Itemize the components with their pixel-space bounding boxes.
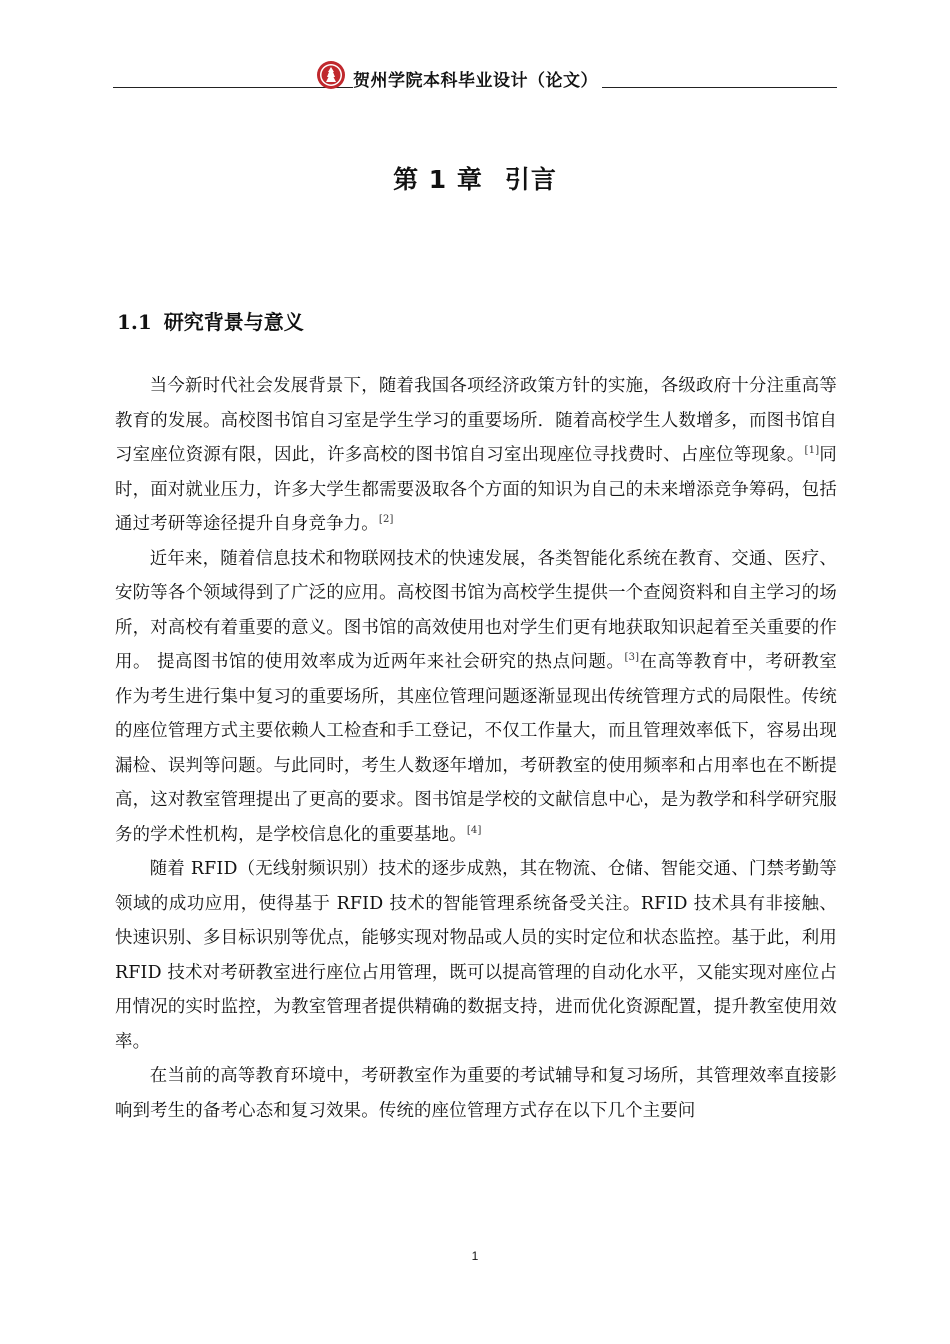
paragraph-text: 当今新时代社会发展背景下，随着我国各项经济政策方针的实施，各级政府十分注重高等教育的发展。高校图书馆自习室是学生学习的重要场所．随着高校学生人数增多，而图书馆自习室座位资源有限，因此，许多高校的图书馆自习室出现座位寻找费时、占座位等现象。 [115,376,837,465]
chapter-title: 引言 [504,165,557,194]
paragraph-text: 在高等教育中，考研教室作为考生进行集中复习的重要场所，其座位管理问题逐渐显现出传统管理方式的局限性。传统的座位管理方式主要依赖人工检查和手工登记，不仅工作量大，而且管理效率低下，容易出现漏检、误判等问题。与此同时，考生人数逐年增加，考研教室的使用频率和占用率也在不断提高，这对教室管理提出了更高的要求。图书馆是学校的文献信息中心，是为教学和科学研究服务的学术性机构，是学校信息化的重要基地。 [115,652,837,845]
chapter-number: 第 1 章 [393,165,483,194]
paragraph [115,1059,837,1128]
paragraph-text: 随着 RFID（无线射频识别）技术的逐步成熟，其在物流、仓储、智能交通、门禁考勤等领域的成功应用，使得基于 RFID 技术的智能管理系统备受关注。RFID 技术具有非接触、快速识别、多目标识别等优点，能够实现对物品或人员的实时定位和状态监控。基于此，利用 RFID 技术对考研教室进行座位占用管理，既可以提高管理的自动化水平，又能实现对座位占用情况的实时监控，为教室管理者提供精确的数据支持，进而优化资源配置，提升教室使用效率。 [115,859,837,1052]
chapter-heading [0,160,950,196]
paragraph-text: 同时，面对就业压力，许多大学生都需要汲取各个方面的知识为自己的未来增添竞争筹码，包括通过考研等途径提升自身竞争力。 [115,445,837,534]
paragraph [115,369,837,542]
section-title: 研究背景与意义 [163,310,304,334]
citation-ref: [2] [378,514,394,525]
citation-ref: [3] [624,652,640,663]
citation-ref: [4] [466,824,482,836]
section-heading [117,306,304,335]
paragraph-text: 近年来，随着信息技术和物联网技术的快速发展，各类智能化系统在教育、交通、医疗、安防等各个领域得到了广泛的应用。高校图书馆为高校学生提供一个查阅资料和自主学习的场所，对高校有着重要的意义。图书馆的高效使用也对学生们更有地获取知识起着至关重要的作用。 提高图书馆的使用效率成为近两年来社会研究的热点问题。 [115,548,837,672]
paragraph [115,542,837,853]
university-seal-icon [316,60,346,90]
page-header [113,58,837,90]
paragraph [115,852,837,1059]
page-number: 1 [471,1249,479,1263]
header-title: 贺州学院本科毕业设计（论文） [353,66,602,91]
citation-ref: [1] [804,445,820,456]
body-text [115,369,837,1128]
section-number: 1.1 [117,310,152,334]
paragraph-text: 在当前的高等教育环境中，考研教室作为重要的考试辅导和复习场所，其管理效率直接影响到考生的备考心态和复习效果。传统的座位管理方式存在以下几个主要问 [115,1066,837,1121]
